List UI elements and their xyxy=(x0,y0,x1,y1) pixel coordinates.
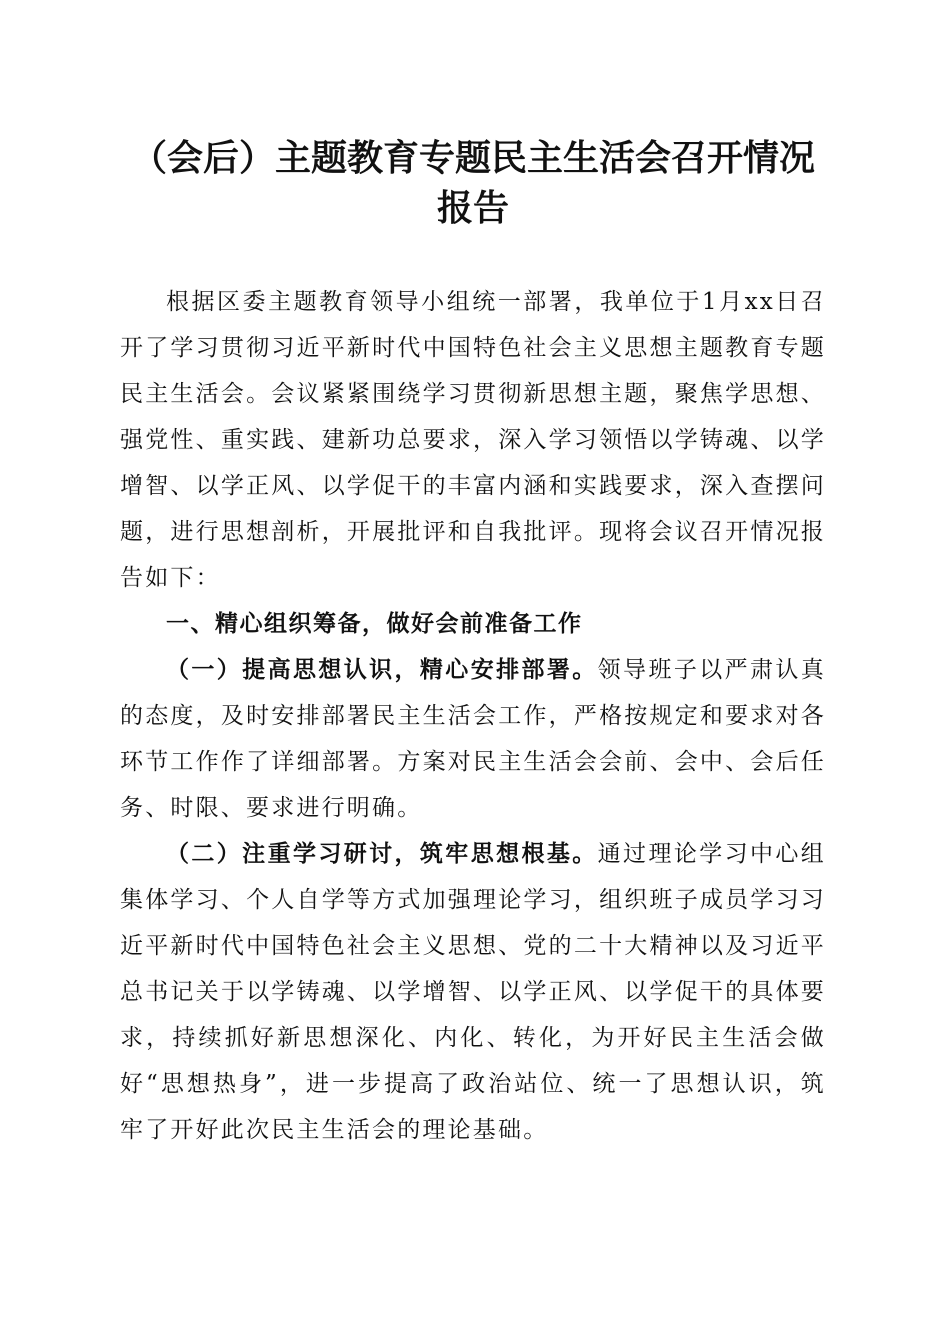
section-1-item-1-paragraph xyxy=(120,647,826,831)
section-1-item-2-lead: （二）注重学习研讨，筑牢思想根基。 xyxy=(166,840,598,867)
section-1-item-1-lead: （一）提高思想认识，精心安排部署。 xyxy=(166,656,598,683)
section-1-item-1-text: 领导班子以严肃认真的态度，及时安排部署民主生活会工作，严格按规定和要求对各环节工作作了详细部署。方案对民主生活会会前、会中、会后任务、时限、要求进行明确。 xyxy=(120,657,826,821)
section-1-item-2-text: 通过理论学习中心组集体学习、个人自学等方式加强理论学习，组织班子成员学习习近平新时代中国特色社会主义思想、党的二十大精神以及习近平总书记关于以学铸魂、以学增智、以学正风、以学促干的具体要求，持续抓好新思想深化、内化、转化，为开好民主生活会做好“思想热身”，进一步提高了政治站位、统一了思想认识，筑牢了开好此次民主生活会的理论基础。 xyxy=(120,841,826,1143)
section-1-heading: 一、精心组织筹备，做好会前准备工作 xyxy=(166,611,583,637)
section-1-item-2-paragraph xyxy=(120,831,826,1153)
document-title: （会后）主题教育专题民主生活会召开情况报告 xyxy=(130,138,815,229)
intro-paragraph: 根据区委主题教育领导小组统一部署，我单位于1月xx日召开了学习贯彻习近平新时代中国特色社会主义思想主题教育专题民主生活会。会议紧紧围绕学习贯彻新思想主题，聚焦学思想、强党性、重实践、建新功总要求，深入学习领悟以学铸魂、以学增智、以学正风、以学促干的丰富内涵和实践要求，深入查摆问题，进行思想剖析，开展批评和自我批评。现将会议召开情况报告如下： xyxy=(120,289,826,591)
document-body xyxy=(120,279,826,1153)
